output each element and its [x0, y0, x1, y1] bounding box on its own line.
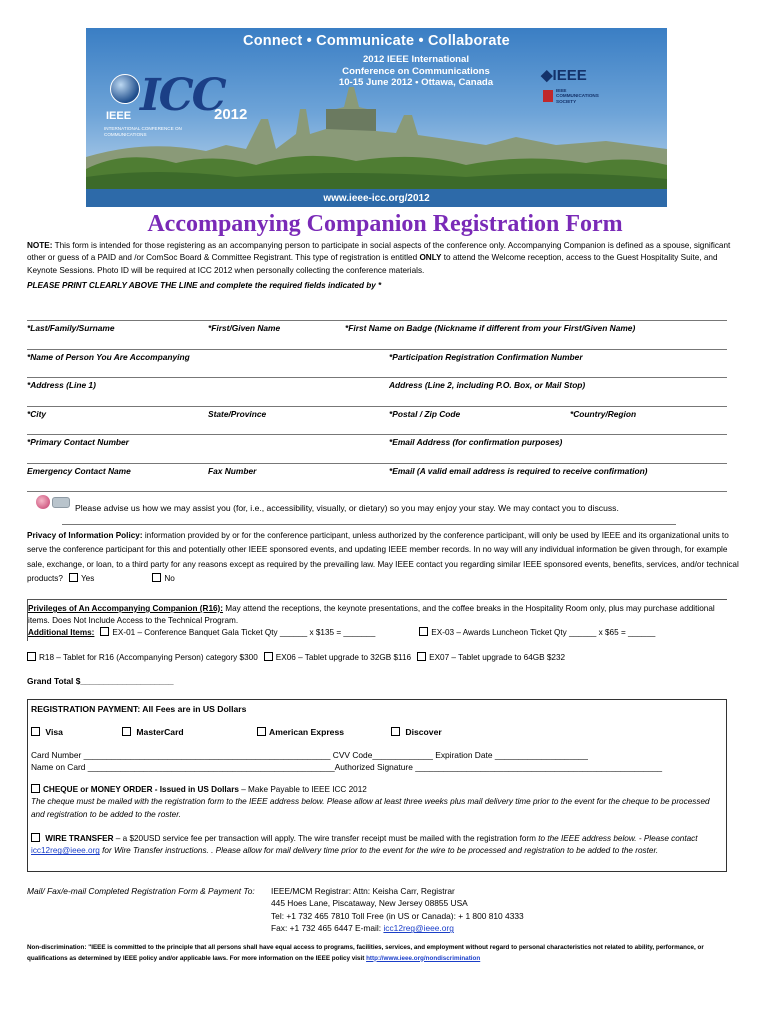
wire-text-a: – a $20USD service fee per transaction will apply. The wire transfer receipt must be mailed with the registration form [113, 834, 539, 843]
payment-heading: REGISTRATION PAYMENT: All Fees are in US Dollars [31, 704, 247, 714]
privileges-paragraph [28, 600, 727, 626]
wire-email-link[interactable]: icc12reg@ieee.org [31, 846, 100, 856]
wire-text-b: to the IEEE address below. - Please contact [538, 834, 698, 843]
privacy-yes-label: Yes [80, 574, 95, 584]
field-line-address[interactable] [27, 377, 727, 378]
privacy-text: information provided by or for the conference participant, unless authorized by the conference participant, will only be used by IEEE and its organizational units to serve the conference participant for this and potentially other IEEE sponsored events, and updating IEEE member records. In no way will any individual information be given through, for example sale, exchange, or loan, to a third party for any reasons except as required by the prevailing law. May IEEE contact you regarding similar IEEE sponsored events, benefits, services, and/or technical products? [27, 531, 739, 584]
cheque-checkbox[interactable] [31, 784, 40, 793]
accompanying-label: *Name of Person You Are Accompanying [27, 352, 190, 362]
conference-banner [86, 28, 667, 207]
mailing-line-1: IEEE/MCM Registrar: Attn: Keisha Carr, Registrar [271, 886, 455, 896]
mailing-email-link[interactable]: icc12reg@ieee.org [383, 923, 454, 934]
mailing-line-3: Tel: +1 732 465 7810 Toll Free (in US or Canada): + 1 800 810 4333 [271, 910, 524, 921]
ex06-label: EX06 – Tablet upgrade to 32GB $116 [275, 653, 412, 662]
privacy-no-label: No [164, 574, 175, 584]
r18-label: R18 – Tablet for R16 (Accompanying Person) category $300 [39, 653, 258, 662]
field-line-emergency[interactable] [27, 463, 727, 464]
conference-line-3: 10-15 June 2012 • Ottawa, Canada [338, 77, 494, 88]
assist-icon [36, 495, 50, 509]
comsoc-logo: IEEE COMMUNICATIONS SOCIETY [556, 88, 599, 104]
advise-text: Please advise us how we may assist you (for, i.e., accessibility, visually, or dietary) so you may enjoy your stay. We may contact you to discuss. [75, 503, 619, 513]
banner-url: www.ieee-icc.org/2012 [323, 193, 430, 204]
discover-option[interactable] [391, 727, 442, 737]
nondiscrimination-notice [27, 943, 739, 964]
mastercard-checkbox[interactable] [122, 727, 131, 736]
visa-checkbox[interactable] [31, 727, 40, 736]
postal-label: *Postal / Zip Code [389, 409, 461, 419]
address2-label: Address (Line 2, including P.O. Box, or Mail Stop) [389, 380, 586, 390]
privacy-label: Privacy of Information Policy: [27, 531, 143, 540]
conference-info [286, 54, 546, 89]
discover-label: Discover [405, 727, 442, 737]
icc-logo-year: 2012 [214, 106, 248, 123]
form-title: Accompanying Companion Registration Form [147, 211, 623, 237]
privileges-label: Privileges of An Accompanying Companion (R16): [28, 604, 224, 613]
nondiscrimination-text: Non-discrimination: "IEEE is committed to the principle that all persons shall have equal access to programs, facilities, services, and employment without regard to personal characteristics not related to ability, performance, or qualifications as determined by IEEE policy and/or applicable laws. For more information on the IEEE policy visit [27, 944, 704, 962]
conference-line-2: Conference on Communications [342, 65, 490, 77]
mailing-label: Mail/ Fax/e-mail Completed Registration Form & Payment To: [27, 886, 255, 896]
nondiscrimination-link[interactable]: http://www.ieee.org/nondiscrimination [366, 954, 481, 962]
amex-checkbox[interactable] [257, 727, 266, 736]
note-text-b: to attend the Welcome reception, access to the Guest Hospitality Suite, and Keynote Sessions. Photo ID will be required at ICC 2012 when personally collecting the conference materials. [27, 253, 718, 275]
amex-option[interactable] [257, 727, 344, 737]
first-name-label: *First/Given Name [208, 323, 281, 333]
wire-title: WIRE TRANSFER [45, 834, 114, 843]
state-label: State/Province [208, 409, 267, 419]
discover-checkbox[interactable] [391, 727, 400, 736]
ex07-checkbox[interactable] [417, 652, 426, 661]
grand-total[interactable]: Grand Total $____________________ [27, 676, 174, 686]
note-paragraph [27, 240, 739, 277]
emergency-label: Emergency Contact Name [27, 466, 131, 476]
privacy-policy [27, 529, 739, 587]
note-text-a: This form is intended for those registering as an accompanying person to participate in social aspects of the conference only. Accompanying Companion is defined as a spouse, significant other or guess of a PAID and /or ComSoc Board & Committee Registrant. This type of registration is entitled [27, 241, 731, 263]
ex06-checkbox[interactable] [264, 652, 273, 661]
ex03-checkbox[interactable] [419, 627, 428, 636]
conference-line-1: 2012 IEEE International [362, 54, 470, 65]
cheque-option [31, 784, 725, 821]
privacy-yes-checkbox[interactable] [69, 573, 78, 582]
tablet-items-row [27, 652, 565, 662]
visa-option[interactable] [31, 727, 63, 737]
mastercard-option[interactable] [122, 727, 184, 737]
address1-label: *Address (Line 1) [27, 380, 96, 390]
privileges-text: May attend the receptions, the keynote presentations, and the coffee breaks in the Hospitality Room only, plus may purchase additional items. Does Not Include Access to the Technical Program. [28, 604, 715, 625]
additional-items-label: Additional Items: [28, 628, 95, 637]
city-label: *City [27, 409, 47, 419]
badge-name-label: *First Name on Badge (Nickname if different from your First/Given Name) [345, 323, 636, 333]
mailing-line-4 [271, 922, 524, 934]
fax-label: Fax Number [208, 466, 257, 476]
note-label: NOTE: [27, 241, 53, 250]
r18-checkbox[interactable] [27, 652, 36, 661]
surname-label: *Last/Family/Surname [27, 323, 115, 333]
email-label: *Email Address (for confirmation purposes) [389, 437, 563, 447]
mailing-line-2: 445 Hoes Lane, Piscataway, New Jersey 08855 USA [271, 898, 468, 909]
accessibility-icon [52, 497, 70, 508]
icc-logo [104, 68, 254, 148]
field-line-city[interactable] [27, 406, 727, 407]
mastercard-label: MasterCard [136, 727, 184, 737]
field-line-phone[interactable] [27, 434, 727, 435]
cheque-text: The cheque must be mailed with the registration form to the IEEE address below. Please allow at least three weeks plus mail delivery time prior to the event for the cheque to be processed and registration to be added to the roster. [31, 797, 710, 819]
note-only: ONLY [419, 253, 442, 263]
privileges-box [27, 599, 727, 641]
payment-box [27, 699, 727, 872]
mailing-address [271, 885, 524, 935]
country-label: *Country/Region [570, 409, 637, 419]
comsoc-mark-icon [543, 90, 553, 102]
ex07-label: EX07 – Tablet upgrade to 64GB $232 [429, 653, 566, 662]
email2-label: *Email (A valid email address is required to receive confirmation) [389, 466, 648, 476]
globe-icon [110, 74, 140, 104]
additional-items-row [28, 626, 727, 639]
field-line-contact[interactable] [27, 491, 727, 492]
banner-tagline: Connect • Communicate • Collaborate [243, 33, 510, 49]
cheque-title: CHEQUE or MONEY ORDER - Issued in US Dollars [43, 785, 239, 794]
icc-logo-org: IEEE [106, 110, 132, 122]
ieee-logo: ◆IEEE [541, 67, 587, 84]
field-line-name[interactable] [27, 320, 727, 321]
confirmation-label: *Participation Registration Confirmation Number [389, 352, 583, 362]
name-on-card-line[interactable]: Name on Card _____________________________________________________Authorized Signature _____________________________________________________ [31, 762, 663, 772]
ex01-checkbox[interactable] [100, 627, 109, 636]
wire-checkbox[interactable] [31, 833, 40, 842]
ex03-label: EX-03 – Awards Luncheon Ticket Qty ______ x $65 = ______ [431, 628, 656, 637]
field-line-accompanying[interactable] [27, 349, 727, 350]
visa-label: Visa [45, 727, 63, 737]
icc-logo-subtitle: INTERNATIONAL CONFERENCE ON COMMUNICATIONS [104, 126, 182, 137]
ex01-label: EX-01 – Conference Banquet Gala Ticket Qty ______ x $135 = _______ [112, 628, 376, 637]
privacy-no-checkbox[interactable] [152, 573, 161, 582]
wire-text-c: for Wire Transfer instructions. . Please allow for mail delivery time prior to the event for the wire to be processed and registration to be added to the roster. [99, 846, 659, 856]
cheque-title-b: – Make Payable to IEEE ICC 2012 [238, 785, 367, 794]
print-notice: PLEASE PRINT CLEARLY ABOVE THE LINE and complete the required fields indicated by * [27, 281, 382, 290]
wire-option [31, 833, 725, 858]
phone-label: *Primary Contact Number [27, 437, 129, 447]
card-number-line[interactable]: Card Number _____________________________________________________ CVV Code_____________ Expiration Date ____________________ [31, 750, 588, 760]
mailing-fax: Fax: +1 732 465 6447 E-mail: [271, 923, 384, 934]
icc-logo-name: ICC [140, 70, 225, 121]
assist-answer-line[interactable] [62, 524, 676, 525]
amex-label: American Express [269, 727, 344, 737]
